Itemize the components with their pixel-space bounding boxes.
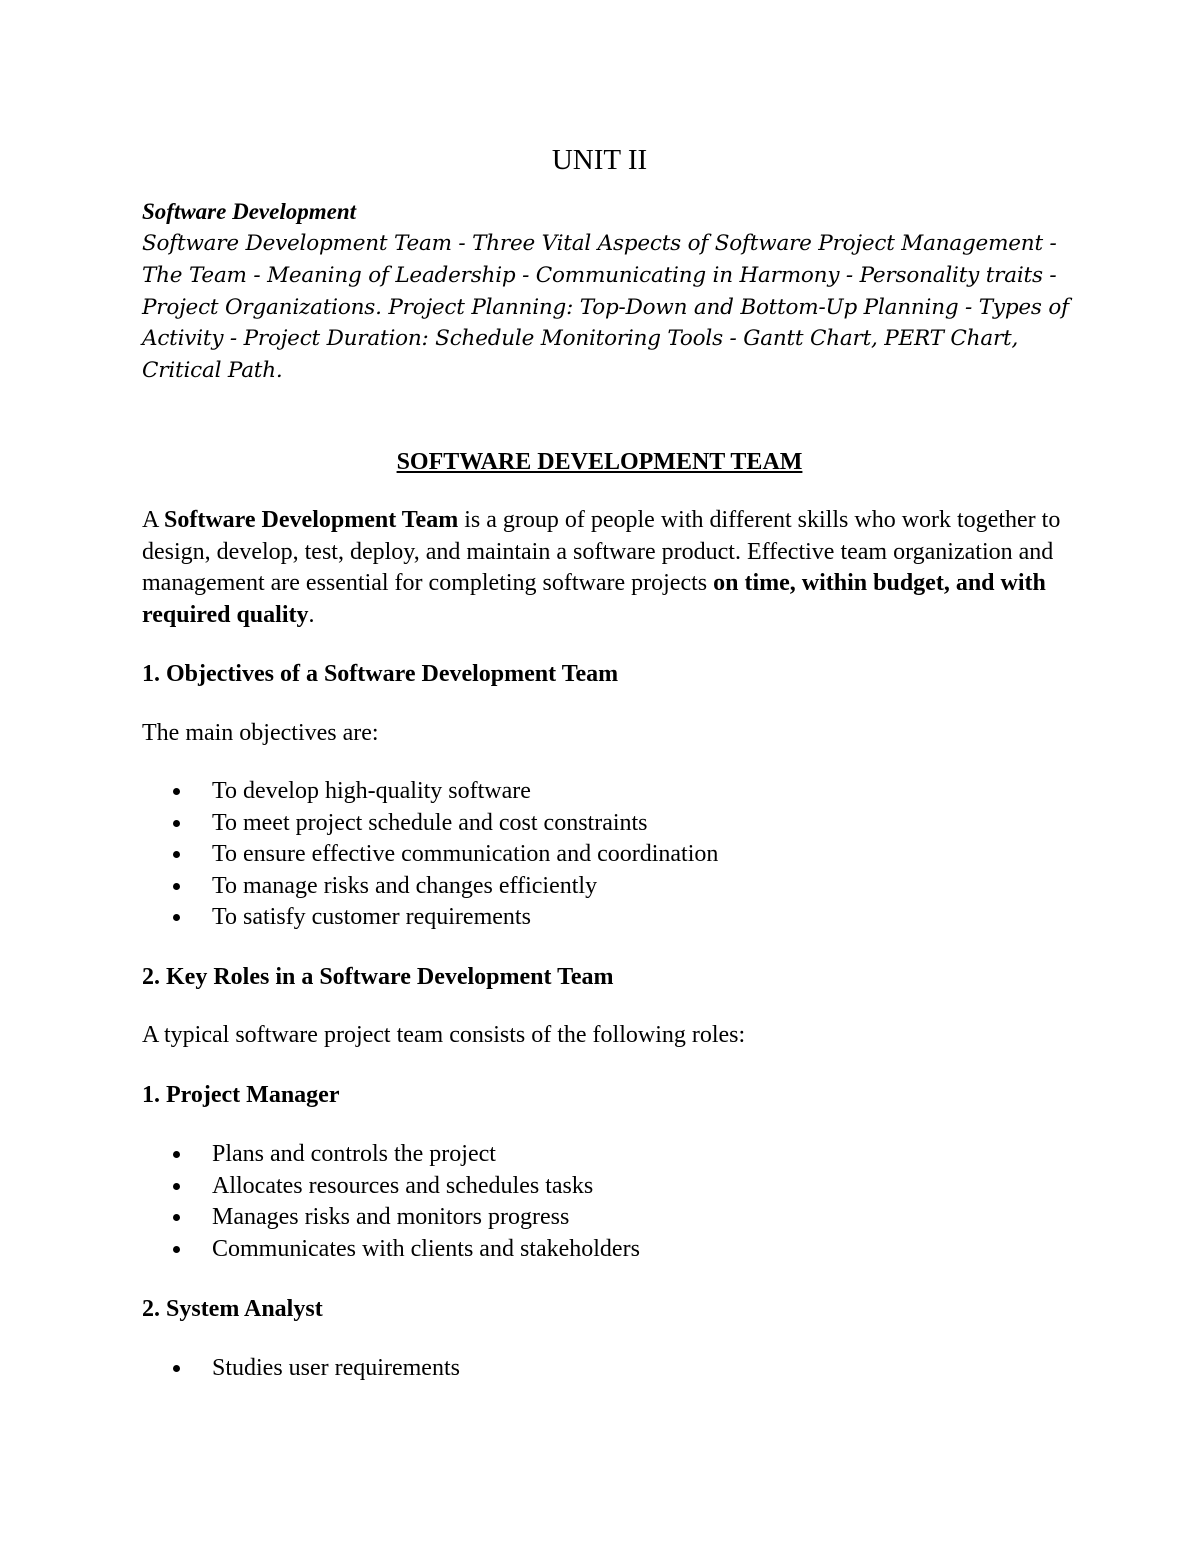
intro-text-1: A <box>142 507 165 533</box>
intro-bold-term: Software Development Team <box>164 507 459 533</box>
bullet-icon <box>173 788 180 795</box>
roles-intro: A typical software project team consists of the following roles: <box>142 1022 746 1048</box>
list-item <box>142 808 1072 840</box>
objectives-intro: The main objectives are: <box>142 720 379 746</box>
list-item-text: Allocates resources and schedules tasks <box>212 1172 594 1199</box>
list-item <box>142 1139 1072 1171</box>
intro-text-2: is a group of people with different skills who work together to design, develop, test, deploy, and maintain a software product. Effective team organization and management are essential for completing software projects <box>142 507 1061 596</box>
project-manager-heading: 1. Project Manager <box>142 1082 340 1108</box>
bullet-icon <box>173 820 180 827</box>
list-item-text: Studies user requirements <box>212 1355 460 1381</box>
list-item-text: Communicates with clients and stakeholders <box>212 1235 640 1262</box>
section-title: SOFTWARE DEVELOPMENT TEAM <box>396 449 803 475</box>
intro-paragraph <box>142 505 1072 631</box>
bullet-icon <box>173 1214 180 1221</box>
bullet-icon <box>173 883 180 890</box>
bullet-icon <box>173 1151 180 1158</box>
list-item-text: Plans and controls the project <box>212 1141 496 1167</box>
list-item <box>142 871 1072 903</box>
objectives-list <box>142 776 1072 934</box>
list-item-text: To ensure effective communication and coordination <box>212 841 719 867</box>
list-item <box>142 1353 1072 1385</box>
objectives-heading: 1. Objectives of a Software Development Team <box>142 661 619 687</box>
syllabus-body: Software Development Team - Three Vital Aspects of Software Project Management - The Team - Meaning of Leadership - Communicating in Harmony - Personality traits - Project Organizations. Project Planning: Top-Down and Bottom-Up Planning - Types of Activity - Project Duration: Schedule Monitoring Tools - Gantt Chart, PERT Chart, Critical Path. <box>142 231 1069 384</box>
bullet-icon <box>173 1246 180 1253</box>
intro-bold-phrase: on time, within budget, and with required quality <box>142 570 1046 628</box>
roles-heading: 2. Key Roles in a Software Development Team <box>142 964 614 990</box>
list-item-text: To satisfy customer requirements <box>212 904 531 930</box>
project-manager-list <box>142 1139 1072 1265</box>
system-analyst-list <box>142 1353 1072 1385</box>
list-item <box>142 839 1072 871</box>
list-item <box>142 776 1072 808</box>
system-analyst-heading: 2. System Analyst <box>142 1296 323 1322</box>
list-item <box>142 1234 1072 1266</box>
bullet-icon <box>173 1365 180 1372</box>
unit-title: UNIT II <box>551 144 648 176</box>
syllabus-block <box>142 196 1072 387</box>
list-item-text: To meet project schedule and cost constraints <box>212 809 648 836</box>
bullet-icon <box>173 1183 180 1190</box>
list-item-text: To develop high-quality software <box>212 778 531 804</box>
list-item-text: To manage risks and changes efficiently <box>212 872 598 899</box>
list-item <box>142 902 1072 934</box>
bullet-icon <box>173 851 180 858</box>
syllabus-heading: Software Development <box>142 199 356 224</box>
list-item <box>142 1202 1072 1234</box>
intro-text-3: . <box>308 601 315 628</box>
list-item <box>142 1171 1072 1203</box>
list-item-text: Manages risks and monitors progress <box>212 1204 570 1230</box>
bullet-icon <box>173 914 180 921</box>
